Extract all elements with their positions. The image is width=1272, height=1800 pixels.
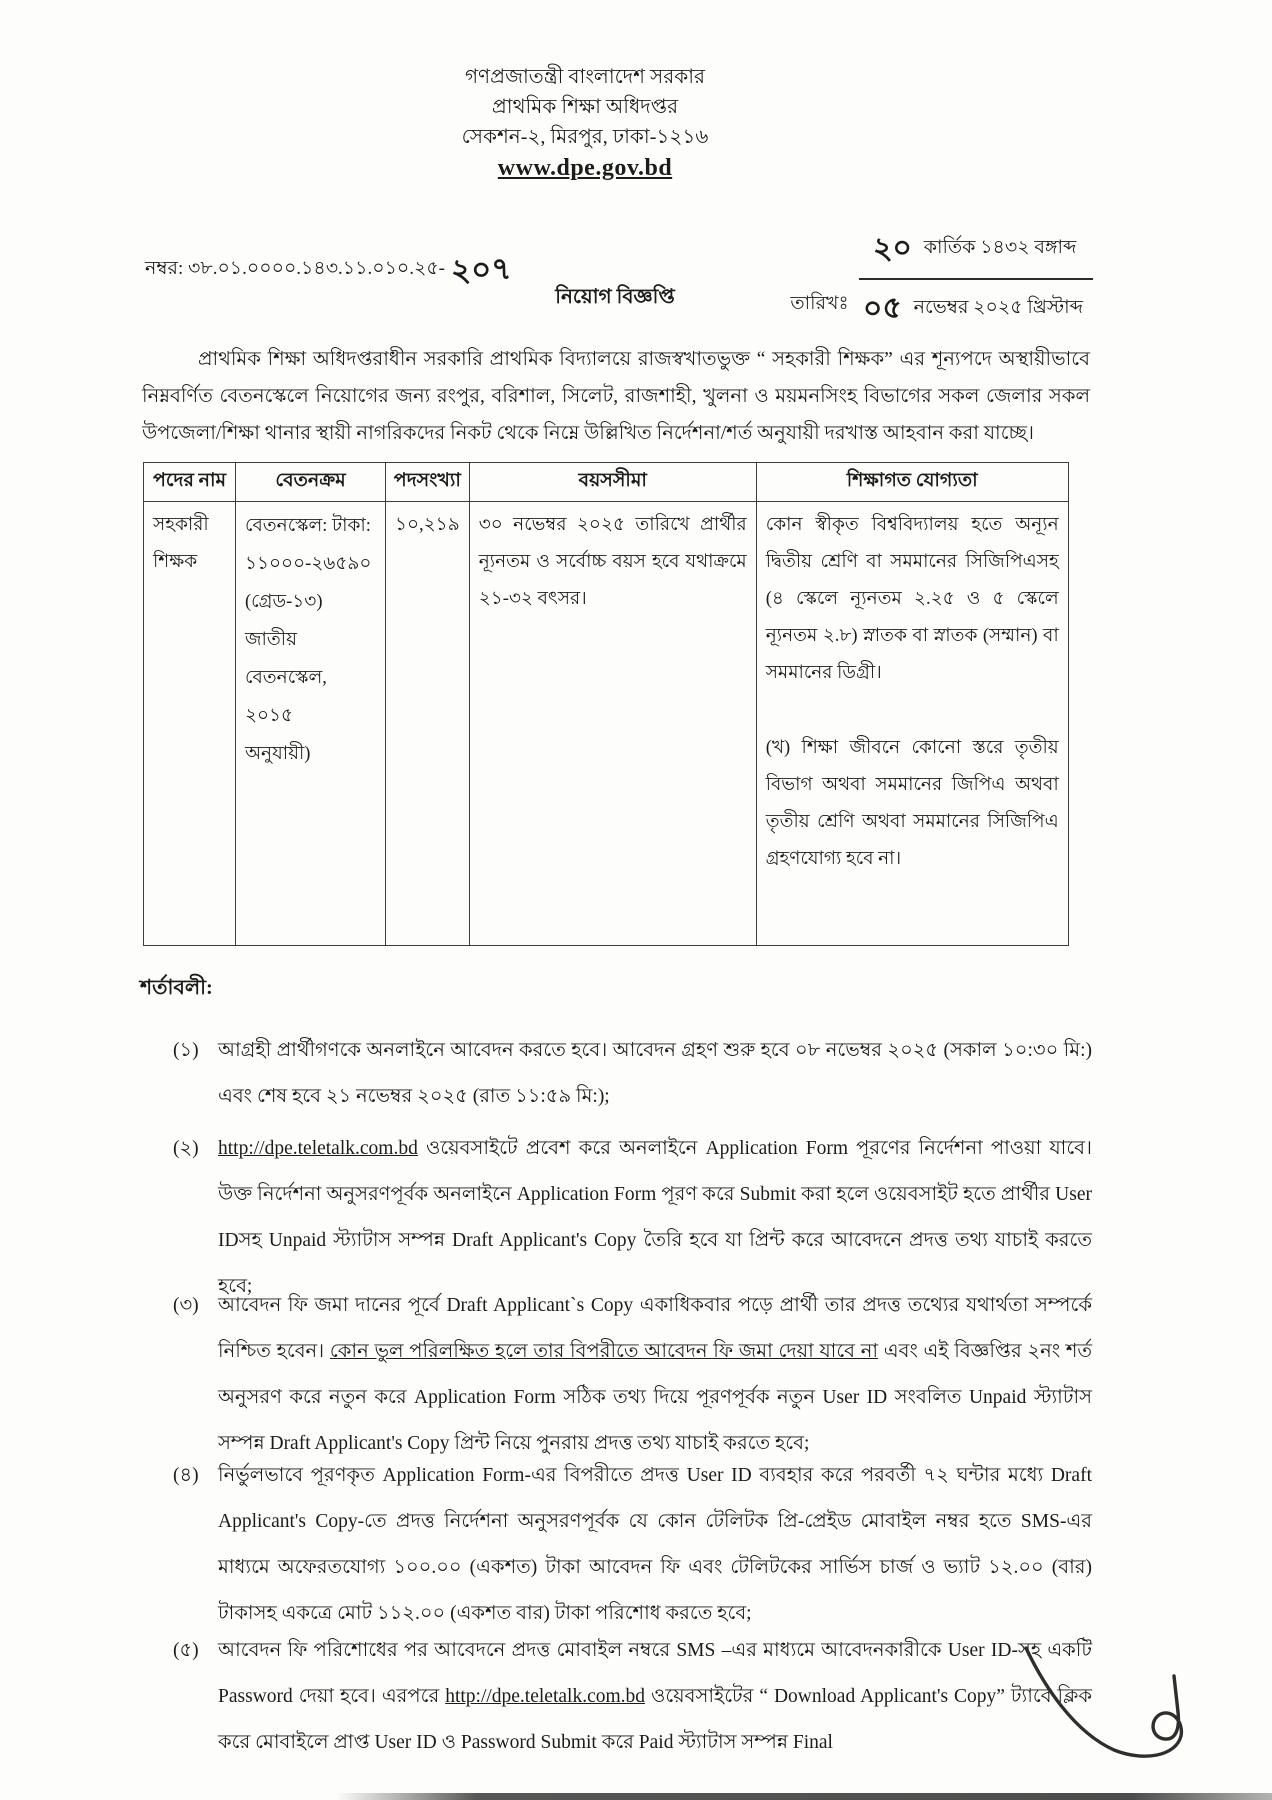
date-bangla-rest: কার্তিক ১৪৩২ বঙ্গাব্দ xyxy=(923,237,1077,258)
header-post-name: পদের নাম xyxy=(144,463,236,502)
signature-mark xyxy=(1018,1640,1203,1780)
condition-text: ওয়েবসাইটের “ Download Applicant's Copy” ট্যাবে ক্লিক করে মোবাইলে প্রাপ্ত User ID ও Password Submit করে Paid স্ট্যাটাস সম্পন্ন Final xyxy=(218,1686,1092,1753)
date-label: তারিখঃ xyxy=(790,293,849,314)
condition-text: আগ্রহী প্রার্থীগণকে অনলাইনে আবেদন করতে হবে। আবেদন গ্রহণ শুরু হবে ০৮ নভেম্বর ২০২৫ (সকাল ১০:৩০ মি:) এবং শেষ হবে ২১ নভেম্বর ২০২৫ (রাত ১১:৫৯ মি:); xyxy=(218,1040,1092,1107)
condition-number: (৪) xyxy=(173,1465,199,1486)
pay-scale-line: বেতনস্কেল: টাকা: xyxy=(245,516,371,536)
condition-text: আবেদন ফি জমা দানের পূর্বে Draft Applicant`s Copy একাধিকবার পড়ে প্রার্থী তার প্রদত্ত তথ্যের যথার্থতা সম্পর্কে নিশ্চিত হবেন। xyxy=(218,1295,1092,1362)
condition-number: (৩) xyxy=(173,1295,199,1316)
pay-scale-line: বেতনস্কেল, ২০১৫ xyxy=(245,668,327,726)
qualification-clause-a: কোন স্বীকৃত বিশ্ববিদ্যালয় হতে অন্যূন দ্বিতীয় শ্রেণি বা সমমানের সিজিপিএসহ (৪ স্কেলে ন্যূনতম ২.২৫ ও ৫ স্কেলে ন্যূনতম ২.৮) স্নাতক বা স্নাতক (সম্মান) বা সমমানের ডিগ্রী। xyxy=(765,515,1059,683)
directorate-name: প্রাথমিক শিক্ষা অধিদপ্তর xyxy=(491,96,679,118)
vacancy-table xyxy=(143,462,1069,946)
condition-item-1 xyxy=(140,1028,1092,1120)
cell-qualification xyxy=(756,502,1068,946)
date-bangla-day-handwritten: ২০ xyxy=(872,230,913,267)
date-gregorian-rest: নভেম্বর ২০২৫ খ্রিস্টাব্দ xyxy=(913,297,1083,318)
teletalk-url: http://dpe.teletalk.com.bd xyxy=(218,1138,418,1159)
condition-underlined-text: কোন ভুল পরিলক্ষিত হলে তার বিপরীতে আবেদন ফি জমা দেয়া যাবে না xyxy=(329,1341,879,1362)
condition-text: নির্ভুলভাবে পূরণকৃত Application Form-এর বিপরীতে প্রদত্ত User ID ব্যবহার করে পরবর্তী ৭২ ঘন্টার মধ্যে Draft Applicant's Copy-তে প্রদত্ত নির্দেশনা অনুসরণপূর্বক যে কোন টেলিটক প্রি-প্রেইড মোবাইল নম্বর হতে SMS-এর মাধ্যমে অফেরতযোগ্য ১০০.০০ (একশত) টাকা আবেদন ফি এবং টেলিটকের সার্ভিস চার্জ ও ভ্যাট ১২.০০ (বার) টাকাসহ একত্রে মোট ১১২.০০ (একশত বার) টাকা পরিশোধ করতে হবে; xyxy=(218,1465,1092,1624)
memo-number-handwritten: ২০৭ xyxy=(450,250,513,290)
table-header-row xyxy=(144,463,1069,502)
condition-number: (২) xyxy=(173,1138,199,1159)
cell-post-name: সহকারী শিক্ষক xyxy=(144,502,236,946)
header-pay-scale: বেতনক্রম xyxy=(236,463,386,502)
cell-age-limit: ৩০ নভেম্বর ২০২৫ তারিখে প্রার্থীর ন্যূনতম ও সর্বোচ্চ বয়স হবে যথাক্রমে ২১-৩২ বৎসর। xyxy=(469,502,756,946)
pay-scale-line: অনুযায়ী) xyxy=(245,744,311,764)
header-age-limit: বয়সসীমা xyxy=(469,463,756,502)
pay-scale-line: (গ্রেড-১৩) xyxy=(245,592,323,612)
notice-title: নিয়োগ বিজ্ঞপ্তি xyxy=(555,286,675,308)
conditions-section xyxy=(140,972,1092,1753)
signature-squiggle-icon xyxy=(1018,1640,1203,1775)
condition-text: ওয়েবসাইটে প্রবেশ করে অনলাইনে Application Form পূরণের নির্দেশনা পাওয়া যাবে। উক্ত নির্দেশনা অনুসরণপূর্বক অনলাইনে Application Form পূরণ করে Submit করা হলে ওয়েবসাইট হতে প্রার্থীর User IDসহ Unpaid স্ট্যাটাস সম্পন্ন Draft Applicant's Copy তৈরি হবে যা প্রিন্ট করে আবেদনে প্রদত্ত তথ্য যাচাই করতে হবে; xyxy=(218,1138,1092,1297)
header-post-count: পদসংখ্যা xyxy=(386,463,470,502)
qualification-clause-b: (খ) শিক্ষা জীবনে কোনো স্তরে তৃতীয় বিভাগ অথবা সমমানের জিপিএ অথবা তৃতীয় শ্রেণি অথবা সমমানের সিজিপিএ গ্রহণযোগ্য হবে না। xyxy=(765,738,1059,869)
pay-scale-line: ১১০০০-২৬৫৯০ xyxy=(245,554,372,574)
condition-number: (৫) xyxy=(173,1640,199,1661)
condition-number: (১) xyxy=(173,1040,199,1061)
table-row xyxy=(144,502,1069,946)
intro-paragraph: প্রাথমিক শিক্ষা অধিদপ্তরাধীন সরকারি প্রাথমিক বিদ্যালয়ে রাজস্বখাতভুক্ত “ সহকারী শিক্ষক” এর শূন্যপদে অস্থায়ীভাবে নিম্নবর্ণিত বেতনস্কেলে নিয়োগের জন্য রংপুর, বরিশাল, সিলেট, রাজশাহী, খুলনা ও ময়মনসিংহ বিভাগের সকল জেলার সকল উপজেলা/শিক্ষা থানার স্থায়ী নাগরিকদের নিকট থেকে নিম্নে উল্লিখিত নির্দেশনা/শর্ত অনুযায়ী দরখাস্ত আহবান করা যাচ্ছে। xyxy=(142,349,1090,444)
letterhead xyxy=(160,62,1010,182)
memo-number-label: নম্বর: ৩৮.০১.০০০০.১৪৩.১১.০১০.২৫- xyxy=(145,258,446,279)
header-qualification: শিক্ষাগত যোগ্যতা xyxy=(756,463,1068,502)
condition-text: আবেদন ফি পরিশোধের পর আবেদনে প্রদত্ত মোবাইল নম্বরে SMS –এর মাধ্যমে আবেদনকারীকে User ID-সহ একটি Password দেয়া হবে। এরপরে xyxy=(218,1640,1092,1707)
teletalk-url: http://dpe.teletalk.com.bd xyxy=(445,1686,646,1707)
date-block xyxy=(790,224,1093,335)
date-gregorian-day-handwritten: ০৫ xyxy=(862,290,903,327)
condition-item-3 xyxy=(140,1283,1092,1467)
condition-text: এবং এই বিজ্ঞপ্তির ২নং শর্ত অনুসরণ করে নতুন করে Application Form সঠিক তথ্য দিয়ে পূরণপূর্বক নতুন User ID সংবলিত Unpaid স্ট্যাটাস সম্পন্ন Draft Applicant's Copy প্রিন্ট নিয়ে পুনরায় প্রদত্ত তথ্য যাচাই করতে হবে; xyxy=(218,1341,1092,1454)
date-stack xyxy=(859,224,1093,335)
date-bangla xyxy=(859,224,1093,280)
memo-row xyxy=(145,224,1093,335)
cell-pay-scale xyxy=(236,502,386,946)
cell-post-count: ১০,২১৯ xyxy=(386,502,470,946)
website-url: www.dpe.gov.bd xyxy=(497,155,673,181)
conditions-heading: শর্তাবলী: xyxy=(140,977,213,999)
government-name: গণপ্রজাতন্ত্রী বাংলাদেশ সরকার xyxy=(464,66,706,88)
office-address: সেকশন-২, মিরপুর, ঢাকা-১২১৬ xyxy=(461,126,709,148)
scan-edge-artifact xyxy=(336,1793,1272,1800)
pay-scale-line: জাতীয় xyxy=(245,630,297,650)
condition-item-4 xyxy=(140,1453,1092,1637)
condition-item-5 xyxy=(140,1628,1092,1766)
